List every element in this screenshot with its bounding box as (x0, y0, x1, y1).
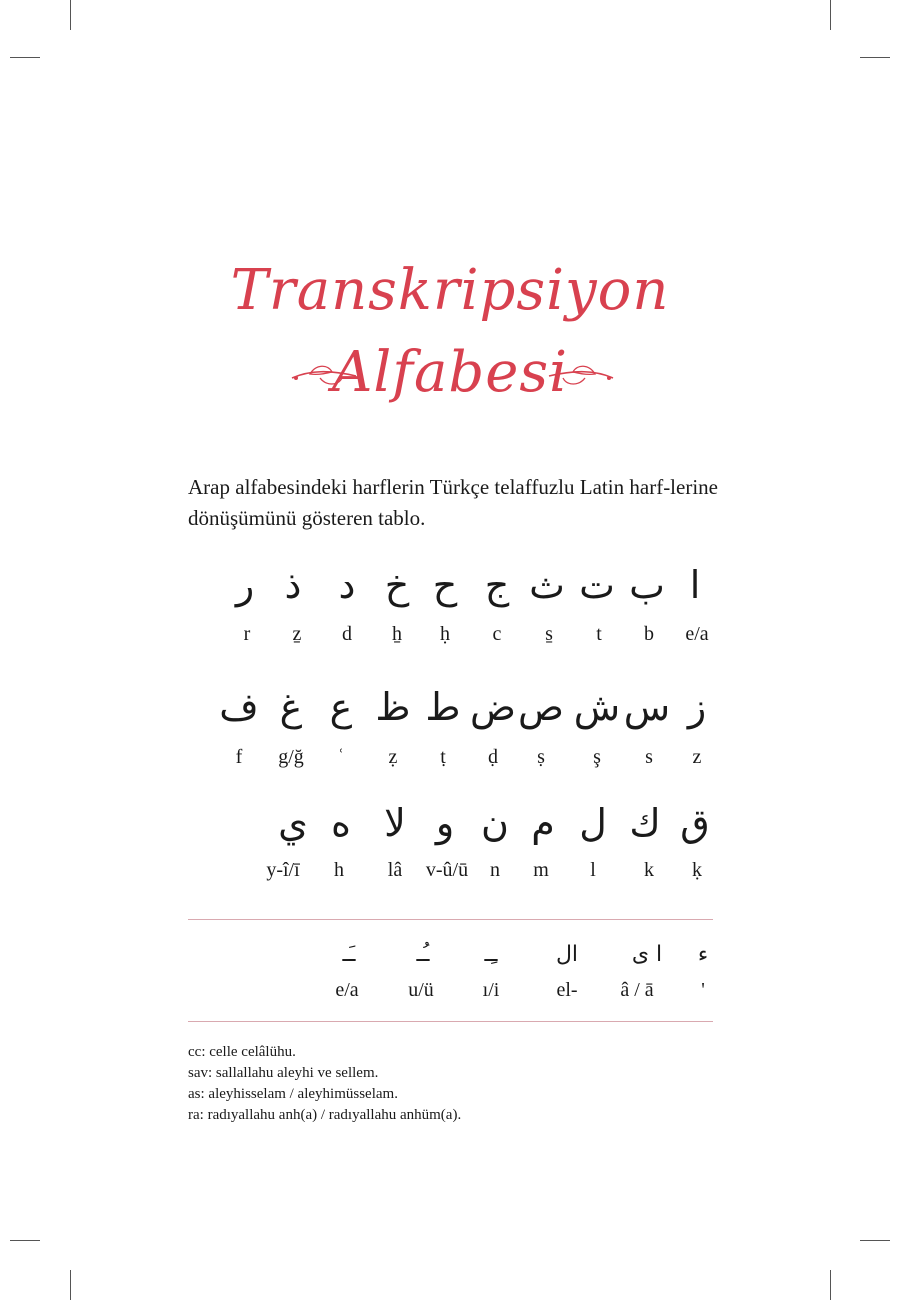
note-line: sav: sallallahu aleyhi ve sellem. (188, 1065, 379, 1081)
arabic-letter: ص (518, 685, 564, 729)
right-flourish-icon (545, 360, 615, 390)
crop-mark (10, 1240, 40, 1241)
latin-letter: ḍ (488, 746, 498, 768)
latin-symbol: e/a (335, 979, 359, 1001)
latin-letter: r (243, 623, 251, 645)
crop-mark (830, 1270, 831, 1300)
crop-mark (830, 0, 831, 30)
arabic-letter: غ (279, 685, 303, 729)
latin-letter: ẖ (392, 623, 402, 645)
arabic-symbol: ـَـ (342, 942, 356, 967)
latin-letter: c (492, 623, 502, 645)
latin-letter: ẕ (292, 623, 302, 645)
arabic-letter: ج (484, 563, 510, 607)
latin-letter: ḳ (692, 859, 702, 881)
arabic-letter: ا (689, 563, 701, 607)
arabic-symbol: ـُـ (416, 942, 430, 967)
latin-letter: ḥ (440, 623, 450, 645)
latin-letter: f (235, 746, 243, 768)
latin-letter: k (644, 859, 654, 881)
arabic-letter: لا (384, 801, 406, 845)
arabic-letter: د (338, 563, 356, 607)
latin-letter: ş (593, 746, 601, 768)
latin-letter: v-û/ū (425, 859, 469, 881)
arabic-symbol: ـِـ (484, 942, 498, 967)
latin-letter: ṭ (440, 746, 446, 768)
latin-letter: h (334, 859, 344, 881)
arabic-letter: ش (573, 685, 621, 729)
crop-mark (10, 57, 40, 58)
arabic-letter: ك (629, 801, 661, 845)
left-flourish-icon (290, 360, 360, 390)
latin-letter: y-î/ī (266, 859, 300, 881)
divider (188, 919, 713, 920)
latin-letter: d (342, 623, 352, 645)
arabic-letter: ه (331, 801, 351, 845)
latin-letter: n (490, 859, 500, 881)
page-title-line1: Transkripsiyon (230, 258, 670, 323)
arabic-letter: ز (687, 685, 707, 729)
latin-letter: lâ (387, 859, 403, 881)
arabic-letter: ي (278, 801, 308, 845)
latin-letter: m (533, 859, 549, 881)
arabic-letter: م (531, 801, 555, 845)
arabic-letter: ف (219, 685, 259, 729)
arabic-letter: ض (470, 685, 516, 729)
crop-mark (860, 57, 890, 58)
arabic-letter: ظ (375, 685, 411, 729)
arabic-letter: ث (529, 563, 565, 607)
latin-letter: t (596, 623, 602, 645)
latin-letter: z (692, 746, 702, 768)
arabic-letter: ذ (284, 563, 302, 607)
crop-mark (70, 1270, 71, 1300)
divider (188, 1021, 713, 1022)
arabic-letter: ل (579, 801, 607, 845)
crop-mark (70, 0, 71, 30)
latin-letter: ṣ (537, 746, 545, 768)
note-line: cc: celle celâlühu. (188, 1044, 296, 1060)
arabic-letter: و (435, 801, 455, 845)
arabic-letter: ت (579, 563, 615, 607)
latin-letter: e/a (685, 623, 709, 645)
page-title-line2: Alfabesi (331, 340, 569, 405)
arabic-letter: ط (425, 685, 461, 729)
latin-letter: l (590, 859, 596, 881)
latin-symbol: el- (556, 979, 578, 1001)
arabic-letter: ن (481, 801, 509, 845)
arabic-symbol: ال (555, 942, 579, 967)
note-line: as: aleyhisselam / aleyhimüsselam. (188, 1086, 398, 1102)
latin-letter: b (644, 623, 654, 645)
latin-letter: s̱ (545, 623, 553, 645)
abbreviation-notes (188, 1042, 461, 1126)
intro-paragraph: Arap alfabesindeki harflerin Türkçe telaffuzlu Latin harf-lerine dönüşümünü gösteren tablo. (188, 475, 718, 530)
arabic-letter: ب (629, 563, 665, 607)
arabic-symbol: ا ى (631, 942, 663, 967)
note-line: ra: radıyallahu anh(a) / radıyallahu anhüm(a). (188, 1107, 462, 1123)
latin-letter: ẓ (388, 746, 398, 768)
latin-letter: g/ğ (278, 746, 304, 768)
arabic-letter: ح (432, 563, 458, 607)
arabic-letter: س (623, 685, 671, 729)
latin-symbol: ı/i (482, 979, 500, 1001)
arabic-letter: خ (384, 563, 410, 607)
arabic-letter: ر (235, 563, 255, 607)
arabic-letter: ع (329, 685, 353, 729)
latin-symbol: â / ā (620, 979, 654, 1001)
latin-letter: ʿ (337, 746, 345, 768)
latin-symbol: ' (701, 979, 705, 1001)
arabic-letter: ق (680, 801, 710, 845)
crop-mark (860, 1240, 890, 1241)
latin-letter: s (645, 746, 653, 768)
latin-symbol: u/ü (408, 979, 434, 1001)
arabic-symbol: ء (697, 942, 709, 967)
